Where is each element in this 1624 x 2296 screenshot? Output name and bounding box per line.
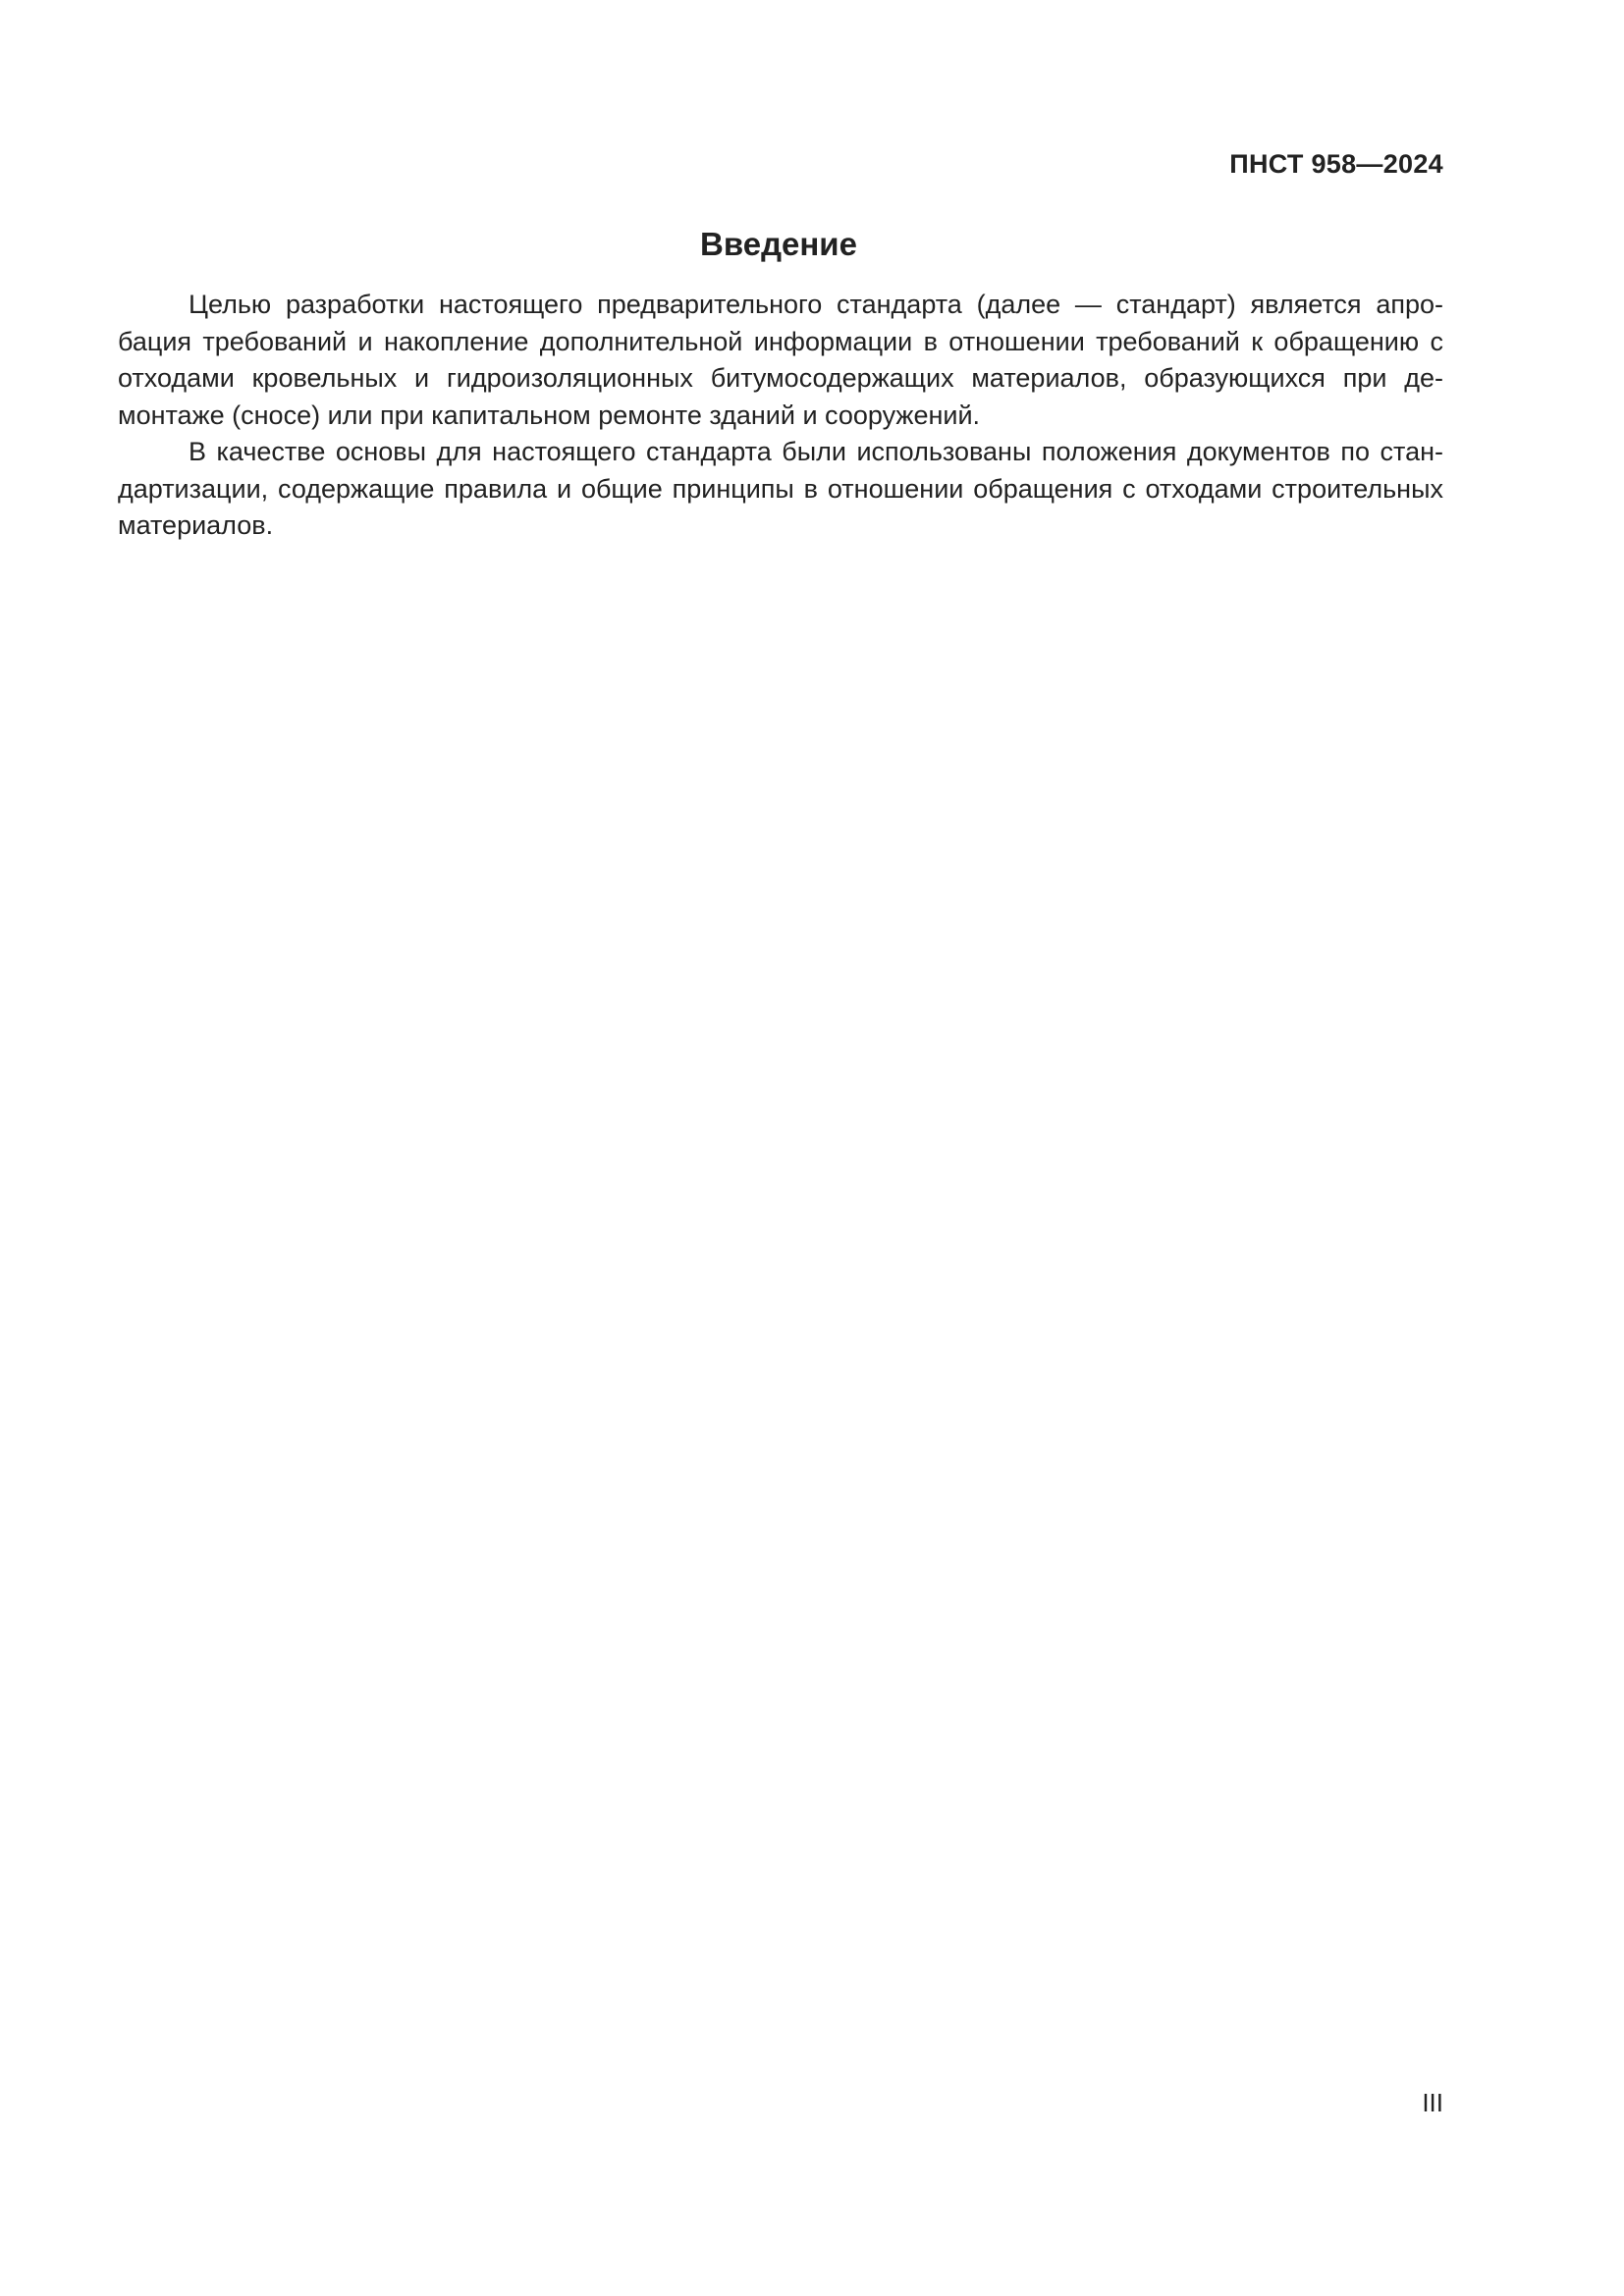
paragraph: В качестве основы для настоящего стандарта были использованы положения документов по стандартизации, содержащие правила и общие принципы в отношении обращения с отходами строительных материалов. [118, 437, 1443, 540]
body-text [118, 287, 1443, 545]
document-id: ПНСТ 958—2024 [1229, 149, 1443, 179]
section-title: Введение [700, 226, 857, 262]
page-number: III [1422, 2088, 1443, 2117]
paragraph: Целью разработки настоящего предварительного стандарта (далее — стандарт) является апробация требований и накопление дополнительной информации в отношении требований к обращению с отходами кровельных и гидроизоляционных битумосодержащих материалов, образующихся при демонтаже (сносе) или при капитальном ремонте зданий и сооружений. [118, 290, 1443, 430]
